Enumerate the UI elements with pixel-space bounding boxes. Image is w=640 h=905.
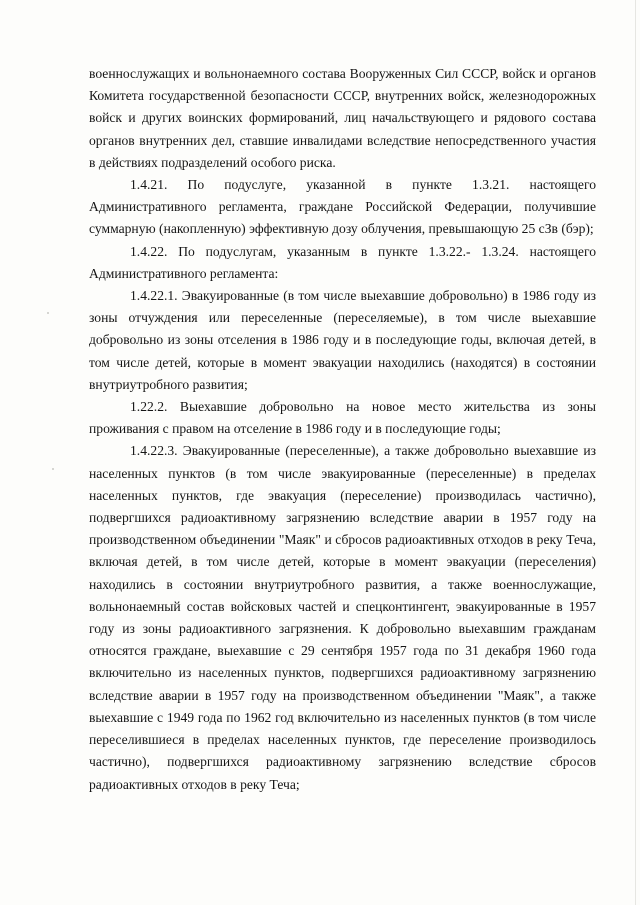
paragraph-continuation: военнослужащих и вольнонаемного состава Вооруженных Сил СССР, войск и органов Комитета государственной безопасности СССР, внутренних войск, железнодорожных войск и других воинских формирований, лиц начальствующего и рядового состава органов внутренних дел, ставшие инвалидами вследствие непосредственного участия в действиях подразделений особого риска. <box>89 66 596 170</box>
scan-edge-line <box>635 0 636 905</box>
paragraph-1-4-21: 1.4.21. По подуслуге, указанной в пункте 1.3.21. настоящего Административного регламента, граждане Российской Федерации, получившие суммарную (накопленную) эффективную дозу облучения, превышающую 25 сЗв (бэр); <box>89 177 596 237</box>
scan-speck <box>52 468 54 470</box>
scan-speck <box>47 312 49 314</box>
paragraph-1-22-2: 1.22.2. Выехавшие добровольно на новое место жительства из зоны проживания с правом на отселение в 1986 году и в последующие годы; <box>89 399 596 437</box>
paragraph-1-4-22-1: 1.4.22.1. Эвакуированные (в том числе выехавшие добровольно) в 1986 году из зоны отчуждения или переселенные (переселяемые), в том числе выехавшие добровольно из зоны отселения в 1986 году и в последующие годы, включая детей, в том числе детей, которые в момент эвакуации находились (находятся) в состоянии внутриутробного развития; <box>89 288 596 392</box>
document-body <box>89 63 596 796</box>
paragraph-1-4-22: 1.4.22. По подуслугам, указанным в пункте 1.3.22.- 1.3.24. настоящего Административного регламента: <box>89 243 596 281</box>
paragraph-1-4-22-3: 1.4.22.3. Эвакуированные (переселенные), а также добровольно выехавшие из населенных пунктов (в том числе эвакуированные (переселенные) в пределах населенных пунктов, где эвакуация (переселение) производилась частично), подвергшихся радиоактивному загрязнению вследствие аварии в 1957 году на производственном объединении "Маяк" и сбросов радиоактивных отходов в реку Теча, включая детей, в том числе детей, которые в момент эвакуации (переселения) находились в состоянии внутриутробного развития, а также военнослужащие, вольнонаемный состав войсковых частей и спецконтингент, эвакуированные в 1957 году из зоны радиоактивного загрязнения. К добровольно выехавшим гражданам относятся граждане, выехавшие с 29 сентября 1957 года по 31 декабря 1960 года включительно из населенных пунктов, подвергшихся радиоактивному загрязнению вследствие аварии в 1957 году на производственном объединении "Маяк", а также выехавшие с 1949 года по 1962 год включительно из населенных пунктов (в том числе переселившиеся в пределах населенных пунктов, где переселение производилось частично), подвергшихся радиоактивному загрязнению вследствие сбросов радиоактивных отходов в реку Теча; <box>89 443 596 792</box>
